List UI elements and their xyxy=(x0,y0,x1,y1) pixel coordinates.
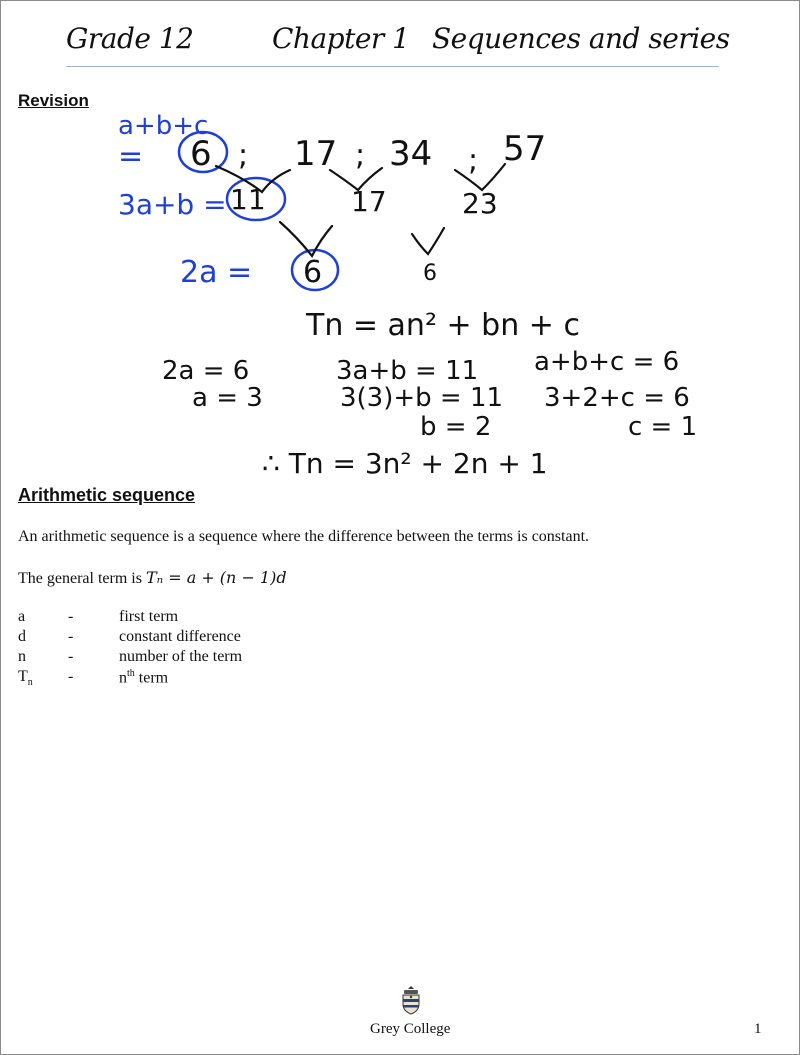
variable-description: number of the term xyxy=(119,648,243,665)
revision-heading: Revision xyxy=(18,91,89,110)
solve-c-line: c = 1 xyxy=(628,412,698,442)
variable-dash: - xyxy=(68,648,74,665)
general-term-formula: Tₙ = a + (n − 1)d xyxy=(145,568,287,587)
result-formula: ∴ Tn = 3n² + 2n + 1 xyxy=(262,447,548,480)
arithmetic-heading: Arithmetic sequence xyxy=(18,485,196,505)
variable-symbol: $T_n$ xyxy=(18,668,33,689)
solve-c-line: 3+2+c = 6 xyxy=(544,383,690,413)
variable-symbol: n xyxy=(18,648,26,665)
arithmetic-definition: An arithmetic sequence is a sequence where the difference between the terms is constant. xyxy=(18,528,590,545)
sequence-term: 34 xyxy=(389,134,433,174)
label-second-diff: 2a = xyxy=(180,255,253,290)
variable-dash: - xyxy=(68,668,74,685)
solve-b-line: 3a+b = 11 xyxy=(336,356,479,386)
header-chapter: Chapter 1 xyxy=(272,22,410,55)
page-number: 1 xyxy=(754,1021,762,1037)
header-grade: Grade 12 xyxy=(66,22,194,55)
general-term-line xyxy=(18,568,287,588)
sequence-separator: ; xyxy=(238,138,249,173)
solve-b-line: b = 2 xyxy=(420,412,492,442)
general-form: Tn = an² + bn + c xyxy=(306,308,580,343)
variable-description: constant difference xyxy=(119,628,241,645)
variable-symbol: a xyxy=(18,608,26,625)
first-difference: 17 xyxy=(351,185,387,218)
first-difference: 11 xyxy=(230,183,266,216)
variable-dash: - xyxy=(68,608,74,625)
solve-c-line: a+b+c = 6 xyxy=(534,347,680,377)
variable-symbol: d xyxy=(18,628,26,645)
sequence-term: 6 xyxy=(190,134,212,174)
sequence-separator: ; xyxy=(468,143,479,178)
difference-stroke xyxy=(412,228,444,254)
solve-a-line: 2a = 6 xyxy=(162,356,250,386)
variable-description: $n^{th}$ term xyxy=(119,668,169,687)
first-difference: 23 xyxy=(462,187,498,220)
variable-dash: - xyxy=(68,628,74,645)
school-crest-icon xyxy=(400,985,422,1015)
sequence-term: 57 xyxy=(503,129,547,169)
label-first-sum: a+b+c xyxy=(118,111,209,141)
label-first-diff: 3a+b = xyxy=(118,188,227,221)
sequence-separator: ; xyxy=(355,138,366,173)
solve-b-line: 3(3)+b = 11 xyxy=(340,383,504,413)
footer-school-name: Grey College xyxy=(370,1021,451,1037)
label-equals: = xyxy=(118,139,144,174)
second-difference: 6 xyxy=(303,255,323,290)
second-difference: 6 xyxy=(423,261,437,286)
header-topic: Sequences and series xyxy=(432,22,730,55)
solve-a-line: a = 3 xyxy=(192,383,263,413)
variable-description: first term xyxy=(119,608,179,625)
revision-handwritten-work xyxy=(0,0,800,480)
sequence-term: 17 xyxy=(294,134,338,174)
general-term-prefix: The general term is xyxy=(18,570,146,587)
